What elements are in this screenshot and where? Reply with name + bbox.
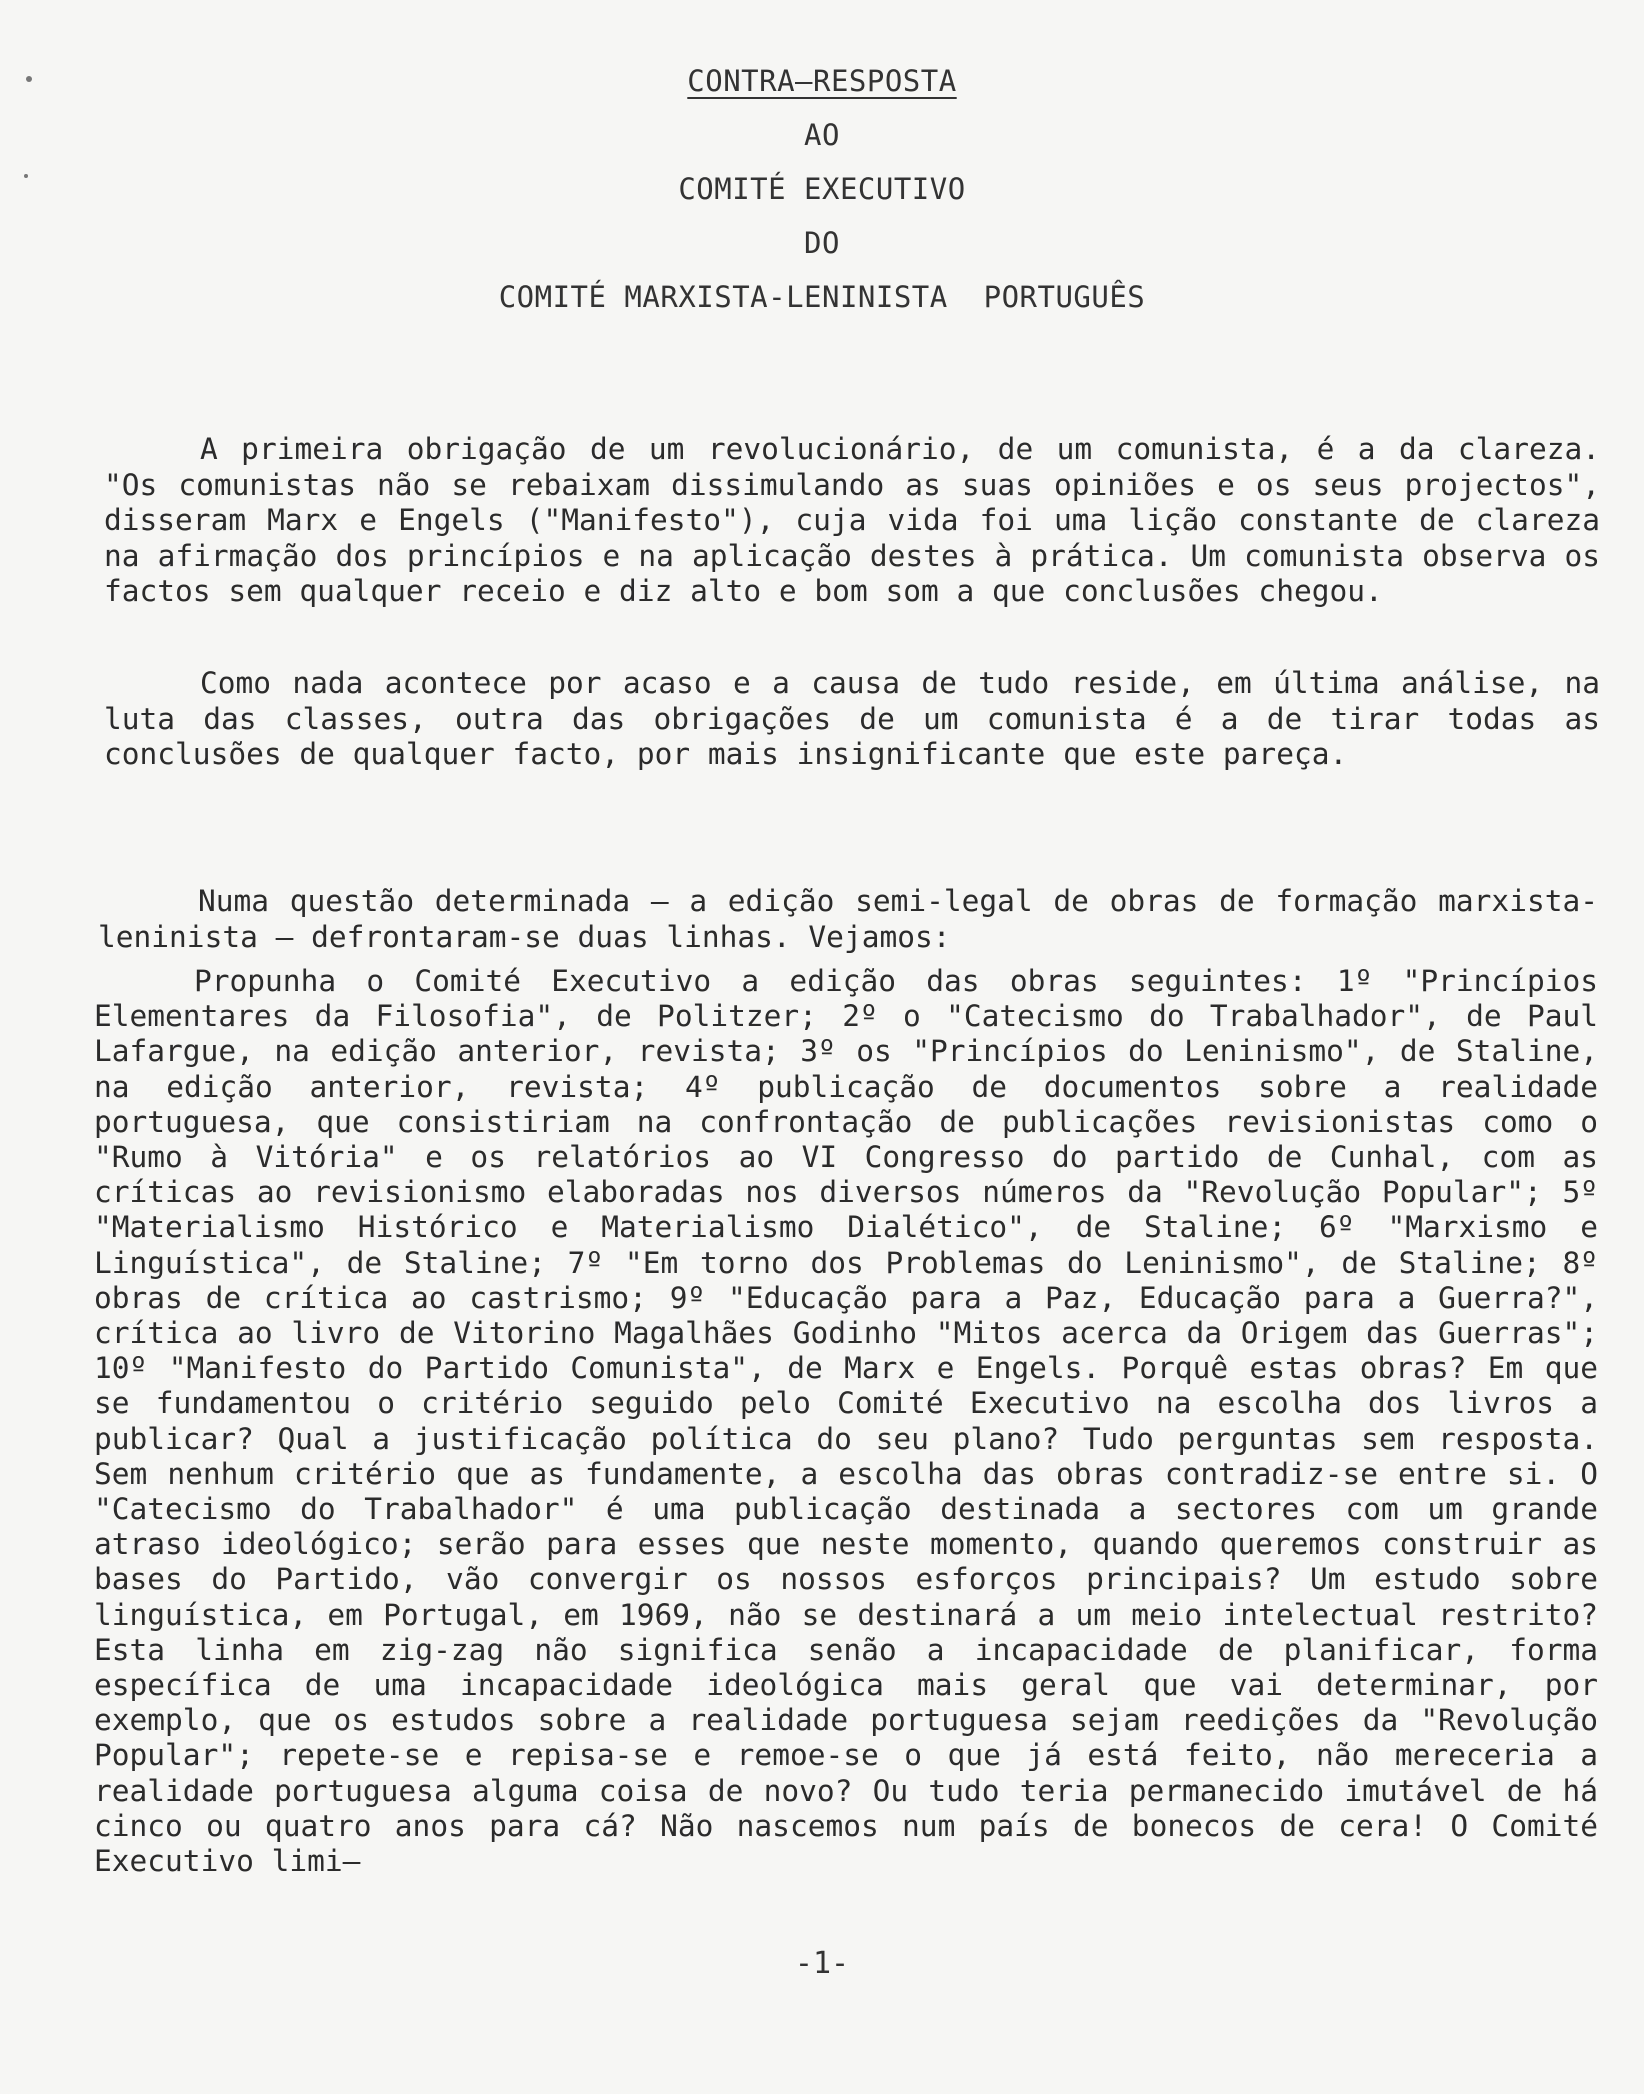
title-line-ao: AO: [804, 118, 840, 152]
title-line-do: DO: [804, 226, 840, 260]
page-number: -1-: [794, 1946, 850, 1981]
title-line-comite-ml: COMITÉ MARXISTA-LENINISTA PORTUGUÊS: [498, 280, 1146, 314]
paragraph-2: Como nada acontece por acaso e a causa de tudo reside, em última análise, na luta das classes, outra das obrigações de um comunista é a de tirar todas as conclusões de qualquer facto, por mais insignificante que este pareça.: [104, 666, 1600, 771]
document-title: CONTRA—RESPOSTA: [687, 64, 957, 98]
title-line-comite-executivo: COMITÉ EXECUTIVO: [678, 172, 966, 206]
paragraph-3: Numa questão determinada — a edição semi-legal de obras de formação marxista-leninista — defrontaram-se duas linhas. Vejamos:: [98, 884, 1598, 954]
paragraph-1: A primeira obrigação de um revolucionário, de um comunista, é a da clareza. "Os comunistas não se rebaixam dissimulando as suas opiniões e os seus projectos", disseram Marx e Engels ("Manifesto"), cuja vida foi uma lição constante de clareza na afirmação dos princípios e na aplicação destes à prática. Um comunista observa os factos sem qualquer receio e diz alto e bom som a que conclusões chegou.: [104, 432, 1600, 608]
paragraph-4: Propunha o Comité Executivo a edição das obras seguintes: 1º "Princípios Elementares da Filosofia", de Politzer; 2º o "Catecismo do Trabalhador", de Paul Lafargue, na edição anterior, revista; 3º os "Princípios do Leninismo", de Staline, na edição anterior, revista; 4º publicação de documentos sobre a realidade portuguesa, que consistiriam na confrontação de publicações revisionistas como o "Rumo à Vitória" e os relatórios ao VI Congresso do partido de Cunhal, com as críticas ao revisionismo elaboradas nos diversos números da "Revolução Popular"; 5º "Materialismo Histórico e Materialismo Dialético", de Staline; 6º "Marxismo e Linguística", de Staline; 7º "Em torno dos Problemas do Leninismo", de Staline; 8º obras de crítica ao castrismo; 9º "Educação para a Paz, Educação para a Guerra?", crítica ao livro de Vitorino Magalhães Godinho "Mitos acerca da Origem das Guerras"; 10º "Manifesto do Partido Comunista", de Marx e Engels. Porquê estas obras? Em que se fundamentou o critério seguido pelo Comité Executivo na escolha dos livros a publicar? Qual a justificação política do seu plano? Tudo perguntas sem resposta. Sem nenhum critério que as fundamente, a escolha das obras contradiz-se entre si. O "Catecismo do Trabalhador" é uma publicação destinada a sectores com um grande atraso ideológico; serão para esses que neste momento, quando queremos construir as bases do Partido, vão convergir os nossos esforços principais? Um estudo sobre linguística, em Portugal, em 1969, não se destinará a um meio intelectual restrito? Esta linha em zig-zag não significa senão a incapacidade de planificar, forma específica de uma incapacidade ideológica mais geral que vai determinar, por exemplo, que os estudos sobre a realidade portuguesa sejam reedições da "Revolução Popular"; repete-se e repisa-se e remoe-se o que já está feito, não mereceria a realidade portuguesa alguma coisa de novo? Ou tudo teria permanecido imutável de há cinco ou quatro anos para cá? Não nascemos num país de bonecos de cera! O Comité Executivo limi—: [94, 964, 1598, 1879]
